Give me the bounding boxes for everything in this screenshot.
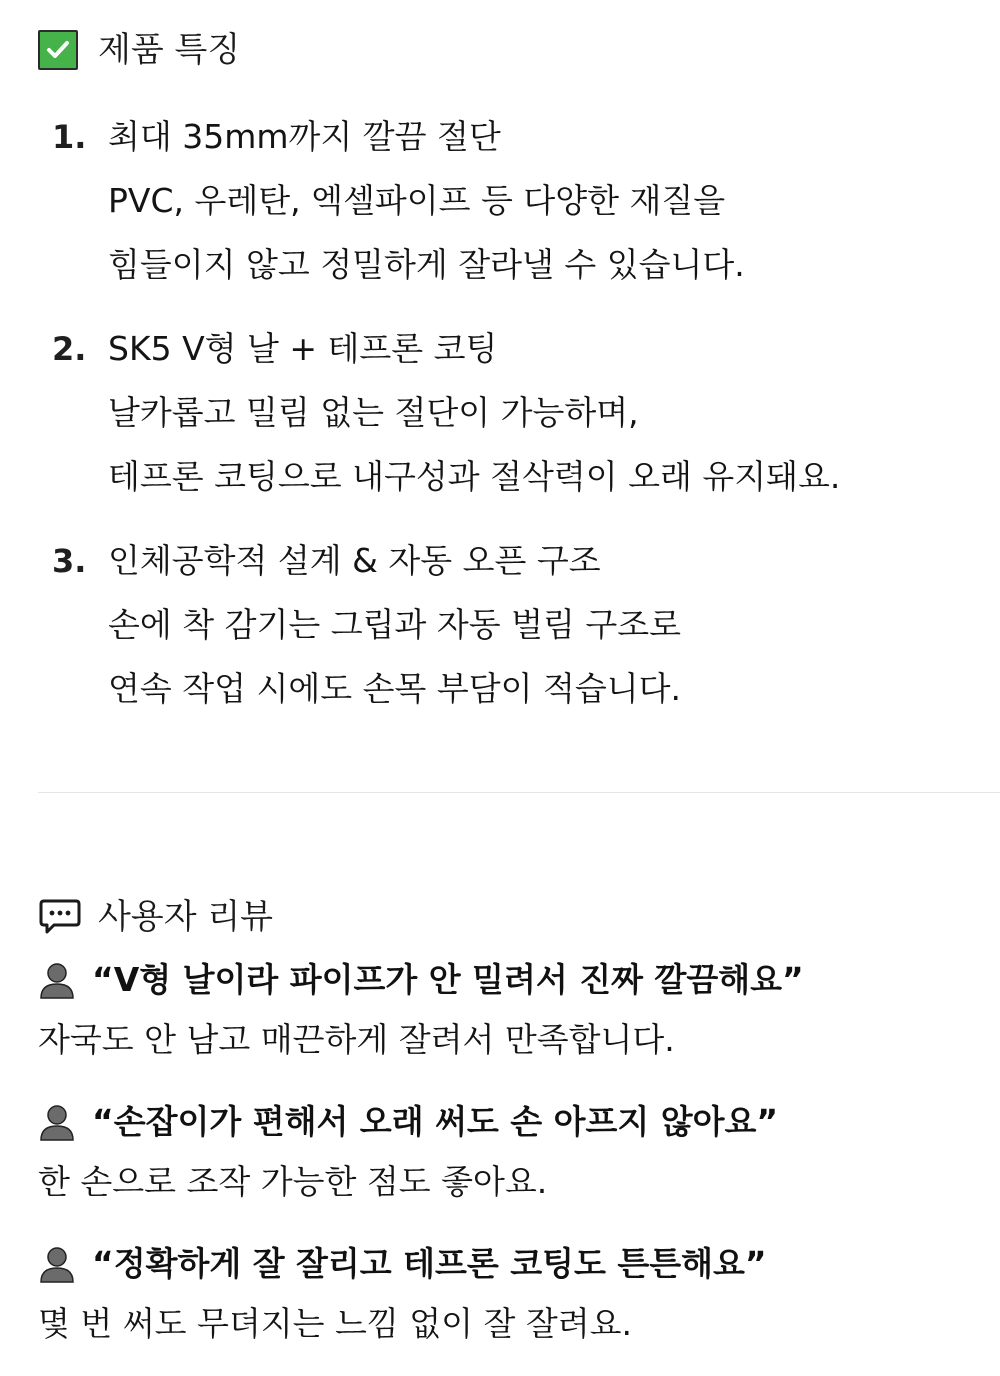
feature-description-line: 손에 착 감기는 그립과 자동 벌림 구조로 <box>108 605 681 644</box>
speech-balloon-icon <box>38 897 82 937</box>
feature-headline: 최대 35mm까지 깔끔 절단 <box>108 117 501 156</box>
feature-description-line: 힘들이지 않고 정밀하게 잘라낼 수 있습니다. <box>108 245 745 284</box>
feature-number: 1. <box>52 118 87 156</box>
review-quote: “손잡이가 편해서 오래 써도 손 아프지 않아요” <box>92 1102 779 1141</box>
person-icon <box>38 1245 76 1283</box>
review-quote: “V형 날이라 파이프가 안 밀려서 진짜 깔끔해요” <box>92 960 804 999</box>
check-mark-button-icon <box>38 30 78 70</box>
feature-number: 2. <box>52 330 87 368</box>
review-item <box>38 1234 1000 1354</box>
feature-number: 3. <box>52 542 87 580</box>
feature-item <box>0 105 1000 297</box>
features-heading <box>38 30 240 70</box>
review-item <box>38 1092 1000 1212</box>
features-title: 제품 특징 <box>98 30 241 70</box>
review-body: 몇 번 써도 무뎌지는 느낌 없이 잘 잘려요. <box>38 1304 632 1343</box>
feature-headline: SK5 V형 날 + 테프론 코팅 <box>108 329 498 368</box>
features-list <box>0 105 1000 741</box>
reviews-list <box>38 950 1000 1376</box>
review-quote-row <box>38 950 1000 1010</box>
review-quote-row <box>38 1234 1000 1294</box>
person-icon <box>38 961 76 999</box>
review-body: 자국도 안 남고 매끈하게 잘려서 만족합니다. <box>38 1020 675 1059</box>
review-quote-row <box>38 1092 1000 1152</box>
reviews-heading <box>38 897 273 937</box>
feature-description-line: 연속 작업 시에도 손목 부담이 적습니다. <box>108 669 681 708</box>
review-quote: “정확하게 잘 잘리고 테프론 코팅도 튼튼해요” <box>92 1244 767 1283</box>
feature-description-line: 날카롭고 밀림 없는 절단이 가능하며, <box>108 393 639 432</box>
feature-item <box>0 317 1000 509</box>
feature-headline: 인체공학적 설계 & 자동 오픈 구조 <box>108 541 601 580</box>
review-item <box>38 950 1000 1070</box>
review-body: 한 손으로 조작 가능한 점도 좋아요. <box>38 1162 548 1201</box>
reviews-title: 사용자 리뷰 <box>98 897 274 937</box>
feature-description-line: 테프론 코팅으로 내구성과 절삭력이 오래 유지돼요. <box>108 457 841 496</box>
person-icon <box>38 1103 76 1141</box>
feature-description-line: PVC, 우레탄, 엑셀파이프 등 다양한 재질을 <box>108 181 726 220</box>
section-divider <box>38 792 1000 793</box>
feature-item <box>0 529 1000 721</box>
